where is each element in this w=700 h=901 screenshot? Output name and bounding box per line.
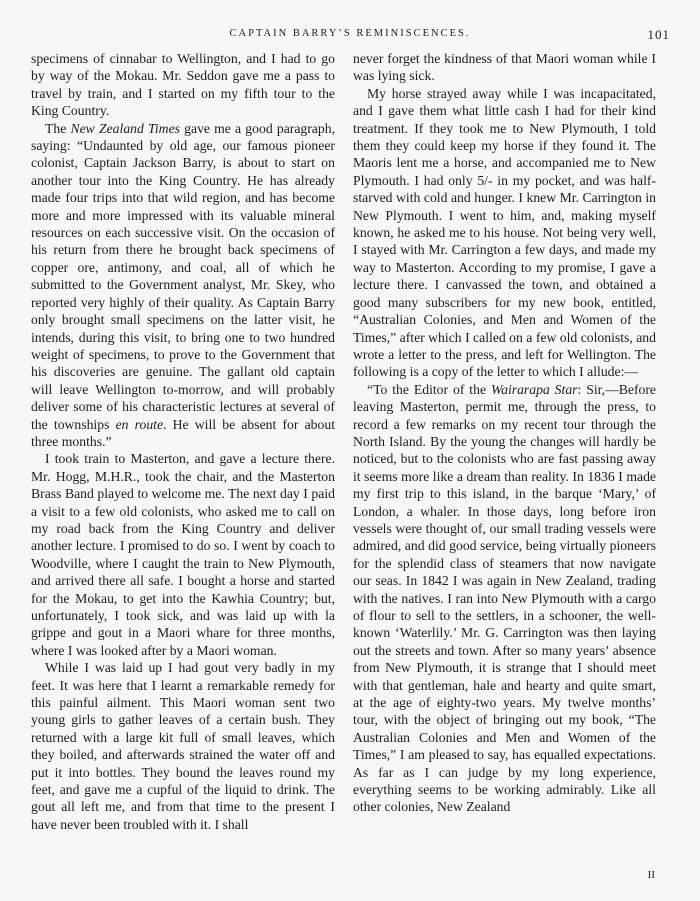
text-span: gave me a good paragraph, saying: “Undaunted by old age, our famous pioneer colonist, Captain Jackson Barry, is about to start on another tour into the King Country. He has already made four trips into that wild region, and has become more and more impressed with its valuable mineral resources on each successive visit. On the occasion of his return from there he brought back specimens of copper ore, antimony, and coal, all of which he submitted to the Government analyst, Mr. Skey, who reported very highly of their quality. As Captain Barry only brought small specimens on the latter visit, he intends, during this visit, to bring one to two hundred weight of specimens, to prove to the Government that his discoveries are genuine. The gallant old captain will leave Wellington to-morrow, and will probably deliver some of his characteristic lectures at several of the townships bbox=[31, 120, 335, 432]
text-span: : Sir,—Before leaving Masterton, permit me, through the press, to record a few remarks on my recent tour through the North Island. By the young the changes will hardly be noticed, but to the colonists who are fast passing away it seems more like a dream than reality. In 1836 I made my first trip to this island, in the barque ‘Mary,’ of London, a whaler. In those days, long before iron vessels were thought of, our small trading vessels were admired, and did good service, being virtually pioneers for the splendid class of steamers that now navigate our seas. In 1842 I was again in New Zealand, trading with the natives. I ran into New Plymouth with a cargo of flour to sell to the settlers, in a schooner, the well-known ‘Waterlily.’ Mr. G. Carrington was then laying out the streets and town. After so many years’ absence from New Plymouth, it is strange that I should meet with that gentleman, hale and hearty and quite smart, at the age of eighty-two years. My twelve months’ tour, with the object of bringing out my book, “The Australian Colonies and Men and Women of the Times,” I am pleased to say, has equalled expectations. As far as I can judge by my long experience, everything seems to be working admirably. Like all other colonies, New Zealand bbox=[353, 381, 657, 815]
page-number: 101 bbox=[647, 27, 670, 42]
paragraph: specimens of cinnabar to Wellington, and I had to go by way of the Mokau. Mr. Seddon gave me a pass to travel by train, and I started on my fifth tour to the King Country. bbox=[31, 51, 335, 119]
page-header bbox=[30, 28, 670, 46]
text-span: The bbox=[45, 120, 71, 136]
paragraph: My horse strayed away while I was incapacitated, and I gave them what little cash I had for their kind treatment. If they took me to New Plymouth, I told them they could keep my horse if they found it. The Maoris lent me a horse, and accompanied me to New Plymouth. I had only 5/- in my pocket, and was half-starved with cold and hunger. I knew Mr. Carrington in New Plymouth. I went to him, and, making myself known, he asked me to his house. Not being very well, I stayed with Mr. Carrington a few days, and made my way to Masterton. According to my promise, I gave a lecture there. I canvassed the town, and obtained a good many subscribers for my new book, entitled, “Australian Colonies, and Men and Women of the Times,” after which I called on a few old colonists, and wrote a letter to the press, and left for Wellington. The following is a copy of the letter to which I allude:— bbox=[353, 85, 656, 380]
newspaper-title: New Zealand Times bbox=[70, 120, 180, 136]
signature-mark: II bbox=[647, 869, 655, 881]
running-title: CAPTAIN BARRY’S REMINISCENCES. bbox=[229, 28, 471, 39]
paragraph: never forget the kindness of that Maori woman while I was lying sick. bbox=[353, 51, 656, 84]
paragraph: While I was laid up I had gout very badly in my feet. It was here that I learnt a remarkable remedy for this painful ailment. This Maori woman sent two young girls to gather leaves of a certain bush. They returned with a large kit full of small leaves, which they boiled, and afterwards strained the water off and put it into bottles. They bound the leaves round my feet, and gave me a cupful of the liquid to drink. The gout all left me, and from that time to the present I have never been troubled with it. I shall bbox=[31, 660, 335, 832]
italic-phrase: en route bbox=[115, 416, 164, 432]
left-column bbox=[31, 50, 335, 833]
newspaper-title: Wairarapa Star bbox=[490, 381, 578, 397]
text-span: “To the Editor of the bbox=[367, 381, 491, 397]
paragraph bbox=[31, 120, 335, 451]
paragraph: I took train to Masterton, and gave a lecture there. Mr. Hogg, M.H.R., took the chair, and the Masterton Brass Band played to welcome me. The next day I paid a visit to a few old colonists, who asked me to call on my road back from the King Country and deliver another lecture. I promised to do so. I went by coach to Woodville, where I caught the train to New Plymouth, and arrived there all safe. I bought a horse and started for the Mokau, to get into the Kawhia Country; but, unfortunately, I took sick, and was laid up with la grippe and gout in a Maori whare for three months, where I was looked after by a Maori woman. bbox=[31, 451, 335, 658]
right-column bbox=[353, 50, 656, 816]
paragraph bbox=[353, 381, 656, 816]
text-span: . He will be absent for about three months.” bbox=[31, 416, 335, 449]
